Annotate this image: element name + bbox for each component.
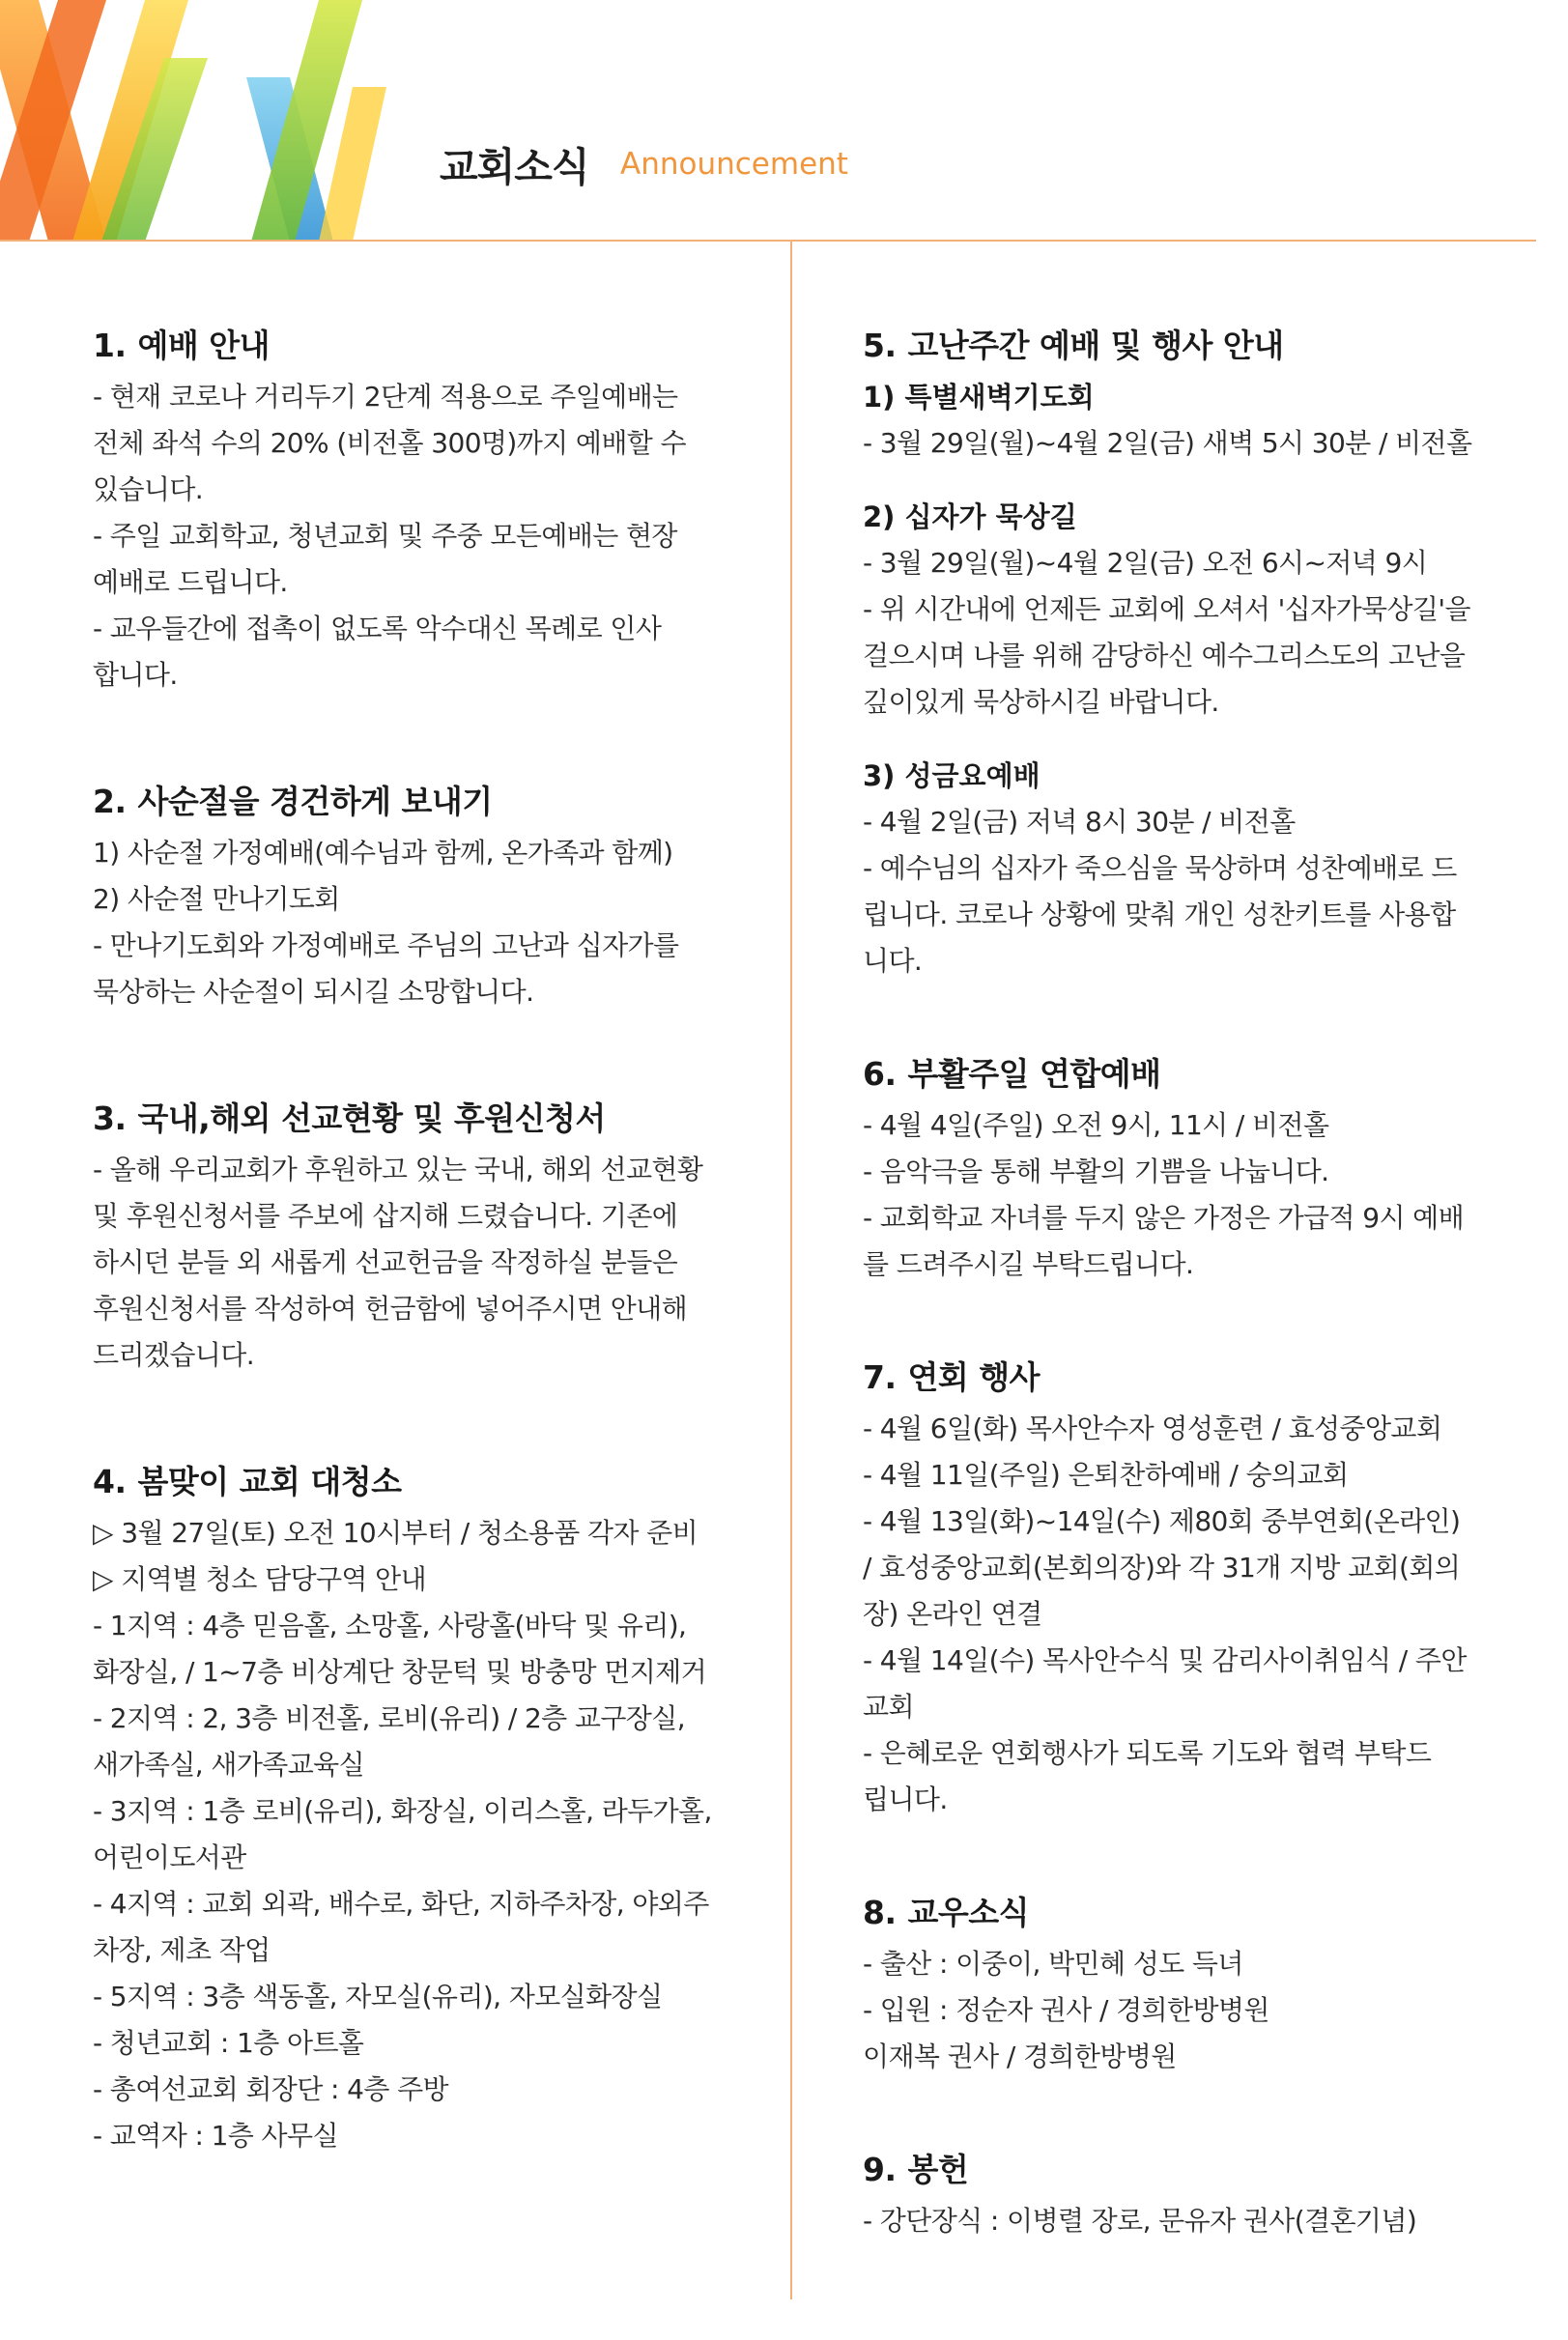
section-title	[863, 1891, 1500, 1935]
text-line: - 은혜로운 연회행사가 되도록 기도와 협력 부탁드	[863, 1737, 1432, 1769]
text-line: ▷ 3월 27일(토) 오전 10시부터 / 청소용품 각자 준비	[93, 1517, 698, 1549]
text-line: - 4월 2일(금) 저녁 8시 30분 / 비전홀	[863, 806, 1296, 838]
header-divider	[0, 240, 1536, 242]
text-line: 2) 사순절 만나기도회	[93, 883, 340, 915]
text-line: 니다.	[863, 945, 923, 977]
text-line: - 3월 29일(월)~4월 2일(금) 새벽 5시 30분 / 비전홀	[863, 427, 1472, 459]
column-divider	[790, 242, 792, 2299]
section-title-text: 연회 행사	[907, 1358, 1041, 1396]
text-line: - 1지역 : 4층 믿음홀, 소망홀, 사랑홀(바닥 및 유리),	[93, 1610, 687, 1641]
page-subtitle: Announcement	[620, 147, 848, 182]
section	[93, 1460, 730, 2159]
section-title-text: 봄맞이 교회 대청소	[137, 1463, 402, 1500]
text-line: 이재복 권사 / 경희한방병원	[863, 2040, 1177, 2072]
text-line: 립니다.	[863, 1784, 948, 1815]
section-title	[93, 1097, 730, 1141]
decorative-stripes-logo	[0, 0, 406, 242]
section-title-text: 국내,해외 선교현황 및 후원신청서	[137, 1099, 606, 1137]
section-title-text: 부활주일 연합예배	[907, 1055, 1161, 1093]
section	[93, 1097, 730, 1379]
text-line: 묵상하는 사순절이 되시길 소망합니다.	[93, 976, 534, 1008]
section-title	[863, 2148, 1500, 2192]
text-line: - 2지역 : 2, 3층 비전홀, 로비(유리) / 2층 교구장실,	[93, 1702, 686, 1734]
section-title	[863, 1355, 1500, 1400]
section	[863, 2148, 1500, 2244]
text-line: 깊이있게 묵상하시길 바랍니다.	[863, 686, 1219, 718]
text-line: 예배로 드립니다.	[93, 566, 288, 598]
text-line: 하시던 분들 외 새롭게 선교헌금을 작정하실 분들은	[93, 1246, 678, 1278]
text-line: 및 후원신청서를 주보에 삽지해 드렸습니다. 기존에	[93, 1200, 678, 1232]
text-line: - 위 시간내에 언제든 교회에 오셔서 '십자가묵상길'을	[863, 593, 1470, 625]
section	[93, 324, 730, 699]
section-number: 5.	[863, 327, 897, 364]
subsection-title: 1) 특별새벽기도회	[863, 381, 1095, 414]
section-title	[93, 780, 730, 824]
text-line: - 청년교회 : 1층 아트홀	[93, 2027, 364, 2059]
text-line: - 입원 : 정순자 권사 / 경희한방병원	[863, 1994, 1269, 2026]
section-title	[93, 1460, 730, 1504]
subsection	[863, 753, 1500, 985]
section-title	[863, 324, 1500, 368]
text-line: - 현재 코로나 거리두기 2단계 적용으로 주일예배는	[93, 381, 678, 413]
subsection	[863, 374, 1500, 467]
text-line: - 교우들간에 접촉이 없도록 악수대신 목례로 인사	[93, 613, 662, 644]
section-number: 2.	[93, 783, 127, 820]
text-line: - 음악극을 통해 부활의 기쁨을 나눕니다.	[863, 1156, 1329, 1187]
text-line: - 4월 6일(화) 목사안수자 영성훈련 / 효성중앙교회	[863, 1413, 1442, 1444]
section-title-text: 예배 안내	[137, 327, 271, 364]
subsection-title: 3) 성금요예배	[863, 759, 1041, 792]
subsection-title: 2) 십자가 묵상길	[863, 500, 1077, 533]
text-line: - 주일 교회학교, 청년교회 및 주중 모든예배는 현장	[93, 520, 677, 552]
section-number: 3.	[93, 1099, 127, 1137]
text-line: - 교역자 : 1층 사무실	[93, 2120, 338, 2152]
text-line: - 3월 29일(월)~4월 2일(금) 오전 6시~저녁 9시	[863, 547, 1428, 579]
section-title-text: 봉헌	[907, 2151, 969, 2188]
section	[93, 780, 730, 1015]
section	[863, 1052, 1500, 1288]
subsection	[863, 494, 1500, 726]
text-line: 합니다.	[93, 659, 178, 691]
left-column	[93, 324, 730, 2159]
text-line: 후원신청서를 작성하여 헌금함에 넣어주시면 안내해	[93, 1293, 688, 1325]
text-line: - 4월 13일(화)~14일(수) 제80회 중부연회(온라인)	[863, 1505, 1461, 1537]
text-line: - 출산 : 이중이, 박민혜 성도 득녀	[863, 1948, 1243, 1980]
text-line: - 4월 14일(수) 목사안수식 및 감리사이취임식 / 주안	[863, 1644, 1467, 1676]
section	[863, 1891, 1500, 2080]
text-line: 장) 온라인 연결	[863, 1598, 1042, 1630]
section	[863, 1355, 1500, 1823]
text-line: - 4월 11일(주일) 은퇴찬하예배 / 숭의교회	[863, 1459, 1349, 1491]
section-number: 9.	[863, 2151, 897, 2188]
text-line: - 4월 4일(주일) 오전 9시, 11시 / 비전홀	[863, 1109, 1329, 1141]
text-line: - 교회학교 자녀를 두지 않은 가정은 가급적 9시 예배	[863, 1202, 1465, 1234]
text-line: - 4지역 : 교회 외곽, 배수로, 화단, 지하주차장, 야외주	[93, 1888, 709, 1920]
text-line: - 강단장식 : 이병렬 장로, 문유자 권사(결혼기념)	[863, 2205, 1417, 2237]
text-line: 걸으시며 나를 위해 감당하신 예수그리스도의 고난을	[863, 640, 1466, 671]
text-line: / 효성중앙교회(본회의장)와 각 31개 지방 교회(회의	[863, 1552, 1461, 1584]
text-line: 교회	[863, 1691, 914, 1723]
text-line: 전체 좌석 수의 20% (비전홀 300명)까지 예배할 수	[93, 427, 686, 459]
section-title-text: 사순절을 경건하게 보내기	[137, 783, 493, 820]
text-line: 를 드려주시길 부탁드립니다.	[863, 1248, 1194, 1280]
text-line: 있습니다.	[93, 473, 204, 505]
text-line: 새가족실, 새가족교육실	[93, 1749, 365, 1781]
header	[0, 0, 1568, 242]
page-title: 교회소식	[440, 144, 589, 190]
text-line: - 올해 우리교회가 후원하고 있는 국내, 해외 선교현황	[93, 1154, 703, 1185]
text-line: 차장, 제초 작업	[93, 1934, 271, 1966]
section-number: 6.	[863, 1055, 897, 1093]
section	[863, 324, 1500, 985]
text-line: - 만나기도회와 가정예배로 주님의 고난과 십자가를	[93, 929, 679, 961]
section-title	[863, 1052, 1500, 1097]
text-line: - 3지역 : 1층 로비(유리), 화장실, 이리스홀, 라두가홀,	[93, 1795, 712, 1827]
text-line: - 5지역 : 3층 색동홀, 자모실(유리), 자모실화장실	[93, 1981, 663, 2012]
text-line: 어린이도서관	[93, 1841, 246, 1873]
text-line: 립니다. 코로나 상황에 맞춰 개인 성찬키트를 사용합	[863, 899, 1456, 930]
section-number: 4.	[93, 1463, 127, 1500]
section-number: 8.	[863, 1894, 897, 1931]
text-line: 화장실, / 1~7층 비상계단 창문턱 및 방충망 먼지제거	[93, 1656, 707, 1688]
text-line: ▷ 지역별 청소 담당구역 안내	[93, 1563, 427, 1595]
text-line: 1) 사순절 가정예배(예수님과 함께, 온가족과 함께)	[93, 837, 673, 869]
section-number: 1.	[93, 327, 127, 364]
section-number: 7.	[863, 1358, 897, 1396]
text-line: - 예수님의 십자가 죽으심을 묵상하며 성찬예배로 드	[863, 852, 1457, 884]
text-line: - 총여선교회 회장단 : 4층 주방	[93, 2073, 448, 2105]
right-column	[863, 324, 1500, 2244]
section-title	[93, 324, 730, 368]
text-line: 드리겠습니다.	[93, 1339, 254, 1371]
section-title-text: 고난주간 예배 및 행사 안내	[907, 327, 1284, 364]
section-title-text: 교우소식	[907, 1894, 1030, 1931]
